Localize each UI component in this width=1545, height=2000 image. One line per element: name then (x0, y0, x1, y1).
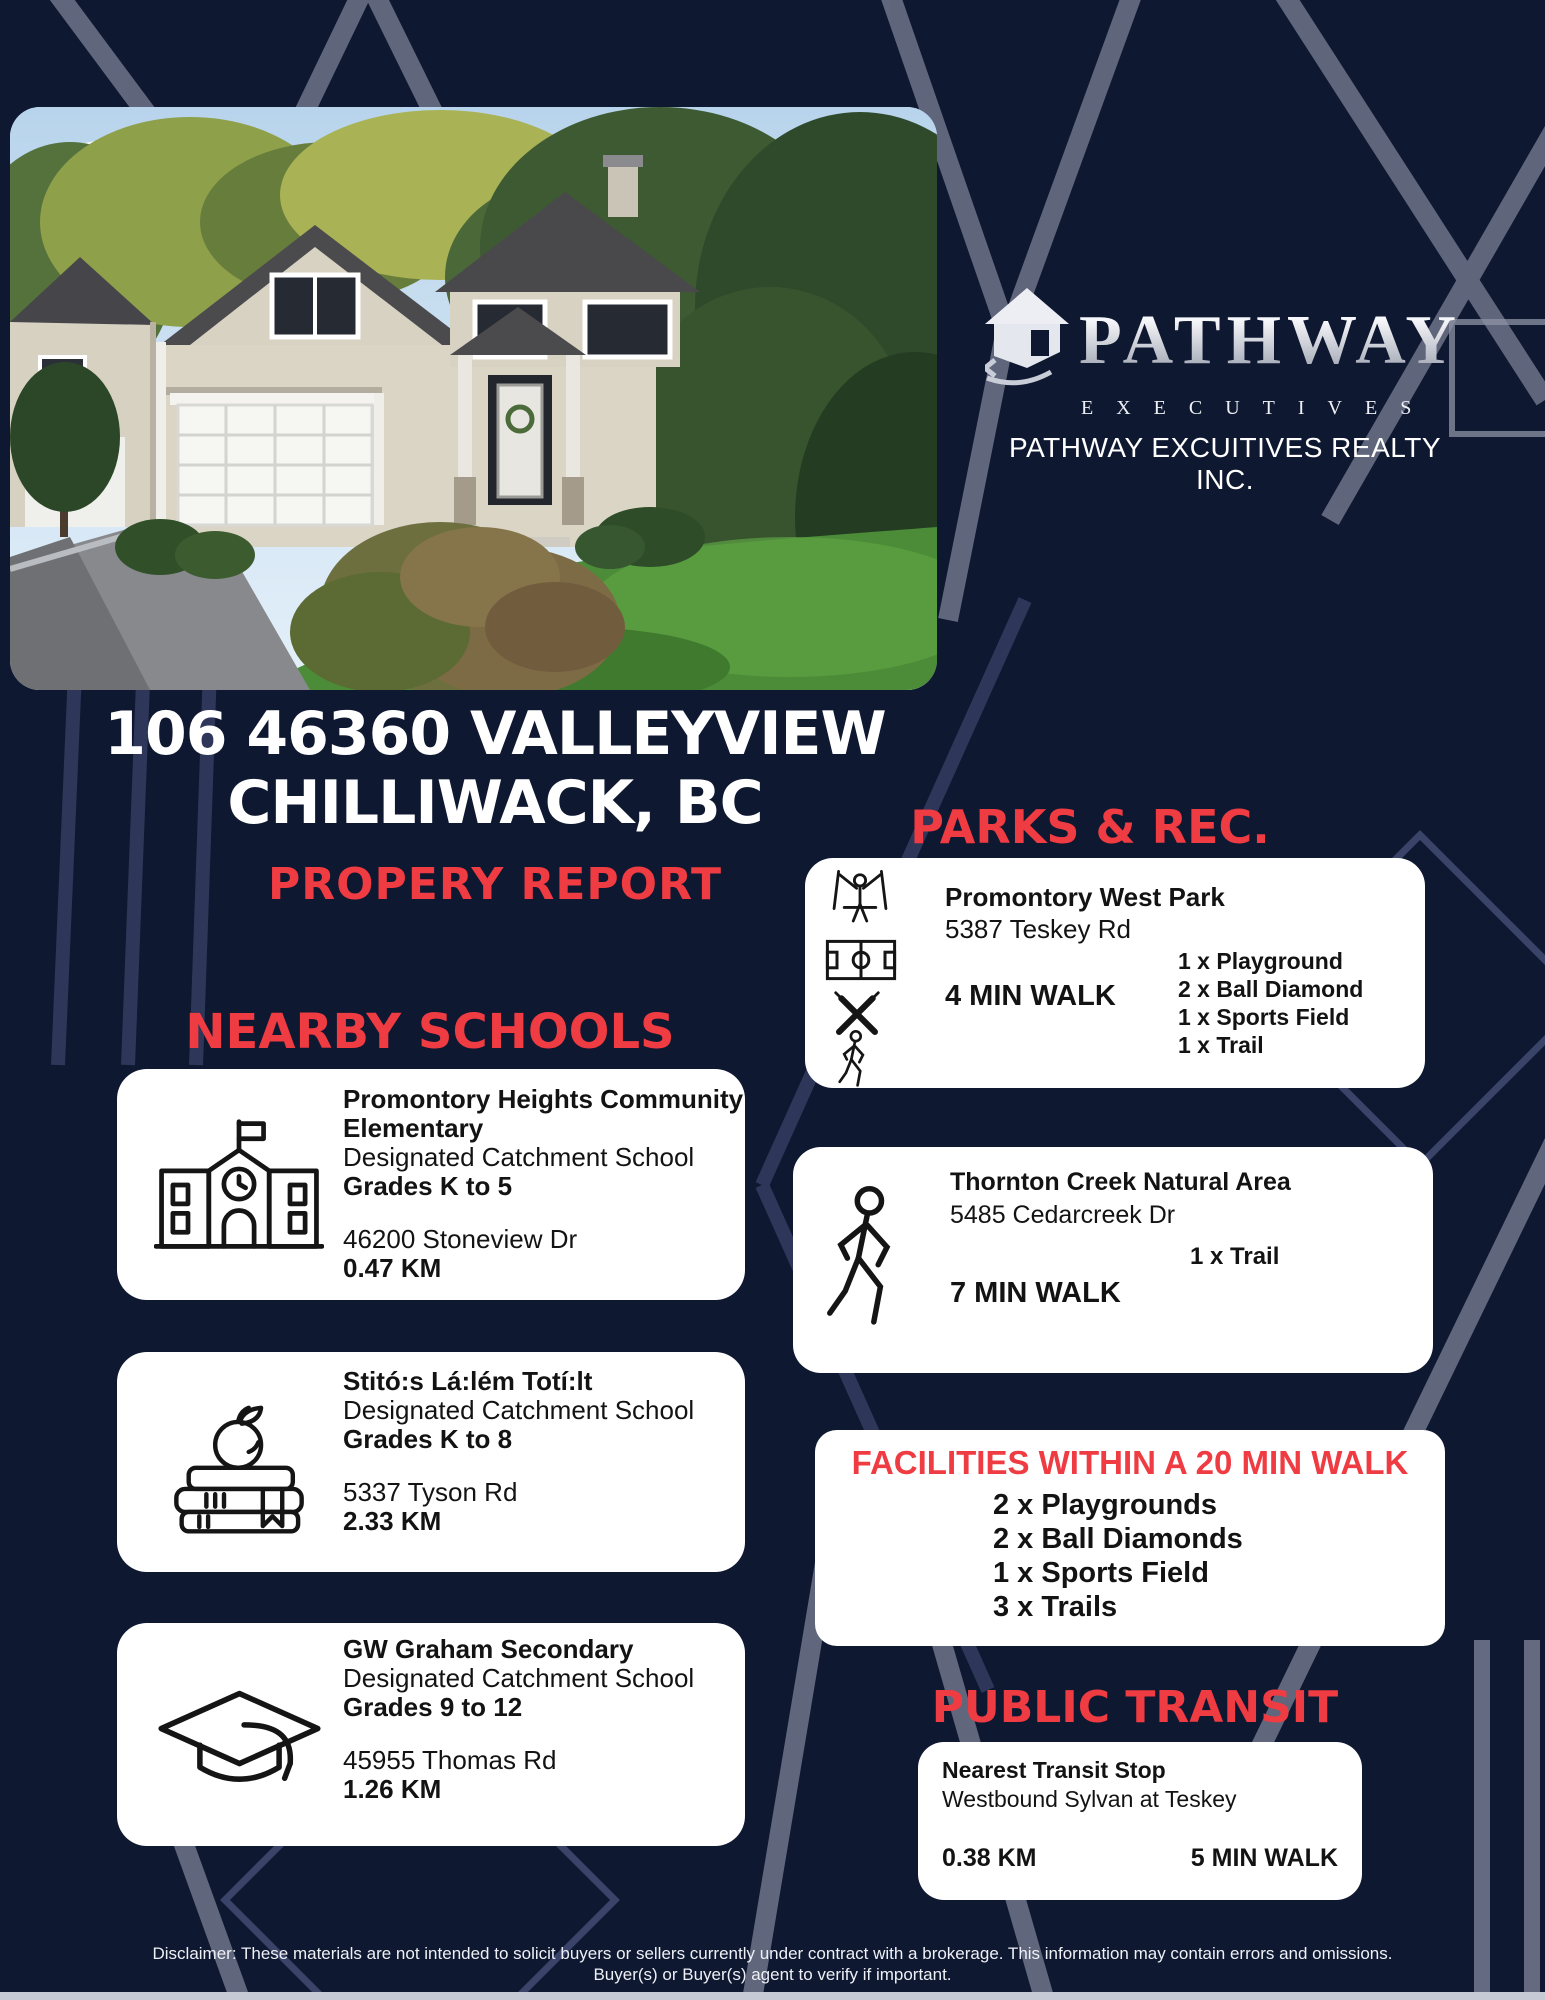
facility-item: 2 x Playgrounds (993, 1489, 1218, 1521)
school-designation: Designated Catchment School (343, 1395, 695, 1425)
school-info (343, 1085, 745, 1283)
school-info (343, 1367, 745, 1536)
graduation-cap-icon (139, 1623, 339, 1846)
park-feature: 1 x Playground (1178, 948, 1343, 974)
brand-company-name: PATHWAY EXCUITIVES REALTY INC. (1008, 432, 1442, 495)
school-grades: Grades K to 5 (343, 1171, 513, 1201)
school-name: Promontory Heights Community Elementary (343, 1084, 744, 1143)
park-name: Thornton Creek Natural Area (950, 1168, 1291, 1196)
school-name: Stitó:s Lá:lém Totí:lt (343, 1366, 593, 1396)
park-card-promontory-west (805, 858, 1425, 1088)
facility-item: 1 x Sports Field (993, 1557, 1209, 1589)
school-grades: Grades 9 to 12 (343, 1692, 523, 1722)
school-building-icon (139, 1069, 339, 1300)
school-grades: Grades K to 8 (343, 1424, 513, 1454)
facilities-card (815, 1430, 1445, 1646)
park-card-thornton-creek (793, 1147, 1433, 1373)
school-card-secondary (117, 1623, 745, 1846)
school-address: 45955 Thomas Rd (343, 1745, 557, 1775)
bottom-edge-strip (0, 1992, 1545, 2000)
house-icon (985, 286, 1069, 395)
transit-card (918, 1742, 1362, 1900)
disclaimer-line-2: Buyer(s) or Buyer(s) agent to verify if important. (593, 1965, 952, 1984)
property-photo (10, 107, 937, 690)
park-feature: 2 x Ball Diamond (1178, 976, 1364, 1002)
brand-subword: EXECUTIVES (1081, 397, 1435, 419)
school-distance: 1.26 KM (343, 1774, 442, 1804)
transit-distance: 0.38 KM (942, 1844, 1037, 1872)
school-address: 5337 Tyson Rd (343, 1477, 518, 1507)
school-name: GW Graham Secondary (343, 1634, 634, 1664)
apple-books-icon (139, 1352, 339, 1572)
transit-stop-name: Westbound Sylvan at Teskey (942, 1786, 1237, 1812)
address-line-1: 106 46360 VALLEYVIEW (104, 699, 886, 769)
park-feature: 1 x Trail (1190, 1243, 1280, 1270)
school-distance: 0.47 KM (343, 1253, 442, 1283)
park-name: Promontory West Park (945, 882, 1225, 912)
walking-icon (835, 1030, 873, 1088)
parks-heading: PARKS & REC. (910, 800, 1270, 854)
transit-stop-label: Nearest Transit Stop (942, 1757, 1166, 1783)
report-subtitle: PROPERY REPORT (268, 859, 722, 910)
park-feature: 1 x Sports Field (1178, 1004, 1350, 1030)
park-icons (825, 864, 905, 1082)
facility-item: 2 x Ball Diamonds (993, 1523, 1243, 1555)
park-walk-time: 7 MIN WALK (950, 1277, 1121, 1309)
park-feature-list (1178, 947, 1363, 1059)
school-card-elementary (117, 1069, 745, 1300)
park-walk-time: 4 MIN WALK (945, 980, 1116, 1012)
school-card-middle (117, 1352, 745, 1572)
park-address: 5387 Teskey Rd (945, 914, 1131, 944)
swing-icon (829, 868, 891, 930)
school-info (343, 1635, 745, 1804)
transit-distance-row (942, 1844, 1338, 1873)
school-address: 46200 Stoneview Dr (343, 1224, 578, 1254)
property-title (55, 700, 935, 908)
school-designation: Designated Catchment School (343, 1663, 695, 1693)
school-designation: Designated Catchment School (343, 1142, 695, 1172)
facilities-list (993, 1488, 1243, 1624)
transit-heading: PUBLIC TRANSIT (931, 1682, 1339, 1733)
brand-logo (985, 286, 1465, 496)
transit-walk-time: 5 MIN WALK (1190, 1844, 1338, 1872)
park-address: 5485 Cedarcreek Dr (950, 1201, 1176, 1229)
address-line-2: CHILLIWACK, BC (227, 768, 763, 838)
brand-wordmark: PATHWAY (1079, 301, 1462, 379)
disclaimer-line-1: Disclaimer: These materials are not intended to solicit buyers or sellers currently under contract with a brokerage. This information may contain errors and omissions. (152, 1944, 1393, 1963)
schools-heading: NEARBY SCHOOLS (185, 1004, 675, 1060)
sports-field-icon (825, 938, 897, 982)
facilities-heading: FACILITIES WITHIN A 20 MIN WALK (851, 1444, 1409, 1481)
walking-icon (821, 1183, 909, 1331)
disclaimer (0, 1943, 1545, 1985)
facility-item: 3 x Trails (993, 1591, 1118, 1623)
school-distance: 2.33 KM (343, 1506, 442, 1536)
park-feature: 1 x Trail (1178, 1032, 1264, 1058)
